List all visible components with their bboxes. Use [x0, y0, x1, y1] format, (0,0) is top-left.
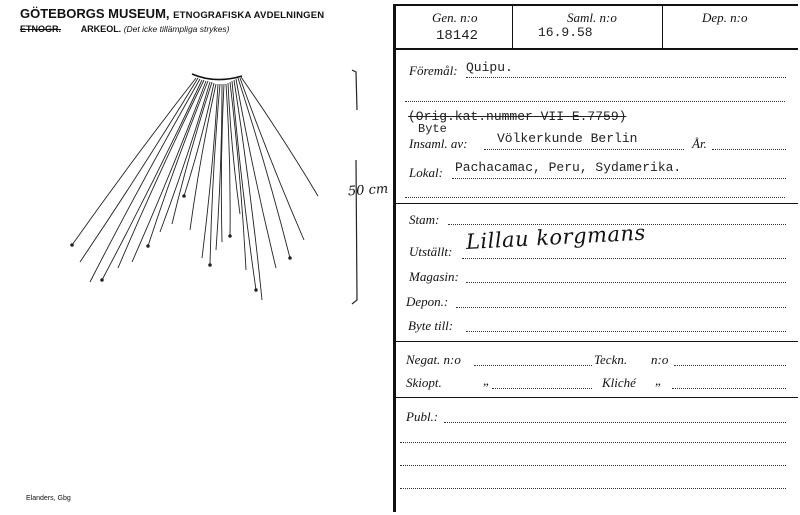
quipu-pendant-cord — [148, 81, 208, 246]
card-top-border — [393, 4, 798, 6]
quipu-pendant-cord — [238, 78, 290, 258]
insaml-value: Völkerkunde Berlin — [497, 131, 638, 146]
arkeol-label: ARKEOL. — [80, 24, 122, 34]
saml-dep-divider — [662, 4, 663, 48]
orig-kat-number: (Orig.kat.nummer VII E.7759) — [408, 109, 627, 124]
skiopt-line — [492, 388, 592, 389]
quipu-pendant-cord — [241, 77, 318, 196]
card-left-border — [393, 4, 396, 512]
skiopt-label: Skiopt. — [406, 375, 442, 390]
kliche-label: Kliché — [602, 375, 636, 390]
publ-line-2 — [400, 442, 786, 443]
card-header-divider — [393, 48, 798, 50]
teckn-line — [674, 365, 786, 366]
gen-label: Gen. n:o — [432, 10, 478, 25]
magasin-label: Magasin: — [409, 269, 459, 284]
quipu-knot — [101, 279, 104, 282]
insaml-label: Insaml. av: — [409, 136, 468, 151]
scale-note: 50 cm — [347, 181, 389, 200]
publ-line-4 — [400, 488, 786, 489]
quipu-knot — [183, 195, 186, 198]
teckn-label: Teckn. — [594, 352, 628, 367]
foremal-line — [466, 77, 786, 78]
lokal-label: Lokal: — [409, 165, 443, 180]
saml-label: Saml. n:o — [567, 10, 617, 25]
quipu-pendant-cord — [90, 79, 200, 282]
quipu-pendant-cord — [132, 81, 206, 262]
stam-label: Stam: — [409, 212, 440, 227]
lokal-line — [452, 178, 786, 179]
quipu-knot — [71, 244, 74, 247]
utstallt-line — [462, 258, 786, 259]
quipu-knot — [209, 264, 212, 267]
magasin-line — [466, 282, 786, 283]
lokal-line-2 — [405, 197, 785, 198]
insaml-line — [484, 149, 684, 150]
quipu-pendant-cord — [230, 82, 246, 270]
foremal-label: Föremål: — [409, 63, 458, 78]
kliche-quote: „ — [655, 373, 663, 388]
negat-line — [474, 365, 592, 366]
depon-line — [456, 307, 786, 308]
quipu-knot — [289, 257, 292, 260]
printer-mark: Elanders, Gbg — [26, 495, 71, 502]
strike-note: (Det icke tillämpliga strykes) — [123, 24, 230, 34]
ar-label: År. — [692, 136, 707, 151]
museum-name: GÖTEBORGS MUSEUM, — [20, 6, 170, 21]
publ-line-3 — [400, 465, 786, 466]
negat-label: Negat. n:o — [406, 352, 461, 367]
quipu-pendant-cord — [102, 80, 202, 280]
dep-label: Dep. n:o — [702, 10, 748, 25]
depon-label: Depon.: — [406, 294, 449, 309]
skiopt-quote: „ — [483, 373, 491, 388]
bytetill-line — [466, 331, 786, 332]
section-divider-2 — [395, 341, 798, 342]
section-divider-3 — [395, 397, 798, 398]
etnogr-struck: ETNOGR. — [20, 24, 62, 34]
teckn-no-label: n:o — [651, 352, 669, 367]
byte-note: Byte — [418, 122, 447, 136]
utstallt-handwriting: Lillau korgmans — [465, 220, 647, 254]
quipu-knot — [255, 289, 258, 292]
saml-value: 16.9.58 — [538, 25, 593, 40]
gen-saml-divider — [512, 4, 513, 48]
utstallt-label: Utställt: — [409, 244, 453, 259]
quipu-pendant-cord — [80, 78, 198, 262]
quipu-pendant-cord — [240, 78, 304, 240]
department-name: ETNOGRAFISKA AVDELNINGEN — [173, 10, 325, 21]
lokal-value: Pachacamac, Peru, Sydamerika. — [455, 160, 682, 175]
quipu-main-cord — [192, 74, 242, 80]
quipu-pendant-cord — [202, 84, 218, 258]
ar-line — [712, 149, 786, 150]
quipu-knot — [229, 235, 232, 238]
publ-label: Publ.: — [406, 409, 439, 424]
section-divider-1 — [395, 203, 798, 204]
quipu-knot — [147, 245, 150, 248]
publ-line-1 — [444, 422, 786, 423]
kliche-line — [672, 388, 786, 389]
bytetill-label: Byte till: — [408, 318, 454, 333]
quipu-pendant-cord — [236, 79, 276, 268]
foremal-value: Quipu. — [466, 60, 513, 75]
foremal-line-2 — [405, 101, 785, 102]
gen-value: 18142 — [436, 28, 479, 44]
